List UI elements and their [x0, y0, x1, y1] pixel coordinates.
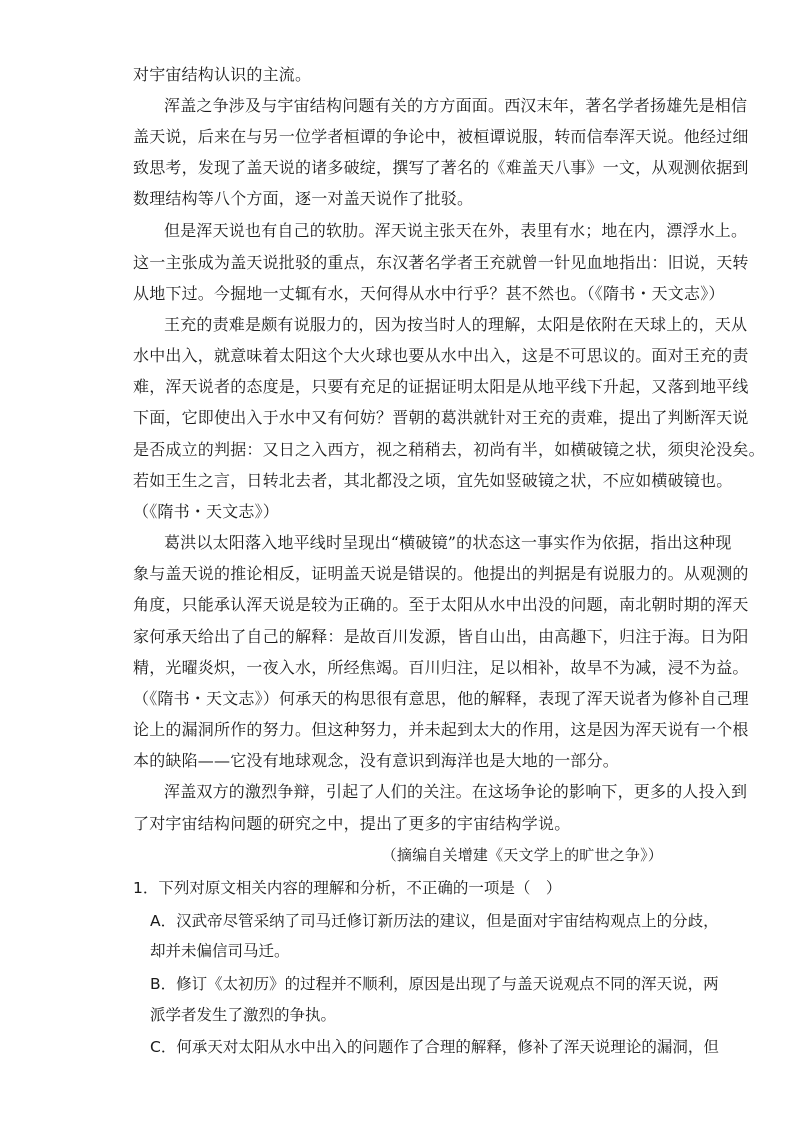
- option-b-line: B．修订《太初历》的过程并不顺利，原因是出现了与盖天说观点不同的浑天说，两: [150, 975, 719, 993]
- passage-line: 了对宇宙结构问题的研究之中，提出了更多的宇宙结构学说。: [133, 814, 571, 833]
- passage-line: 若如王生之言，日转北去者，其北都没之顷，宜先如竖破镜之状，不应如横破镜也。: [133, 471, 733, 490]
- passage-line: 这一主张成为盖天说批驳的重点，东汉著名学者王充就曾一针见血地指出：旧说，天转: [133, 253, 749, 272]
- passage-line: 但是浑天说也有自己的软肋。浑天说主张天在外，表里有水；地在内，漂浮水上。: [164, 221, 748, 240]
- passage-line: 是否成立的判据：又日之入西方，视之稍稍去，初尚有半，如横破镜之状，须臾沦没矣。: [133, 440, 765, 459]
- passage-source: （摘编自关增建《天文学上的旷世之争》）: [381, 846, 663, 864]
- passage-line: （《隋书・天文志》）何承天的构思很有意思，他的解释，表现了浑天说者为修补自己理: [133, 689, 749, 708]
- passage-line: 浑盖之争涉及与宇宙结构问题有关的方方面面。西汉末年，著名学者扬雄先是相信: [164, 96, 748, 115]
- passage-line: 论上的漏洞所作的努力。但这种努力，并未起到太大的作用，这是因为浑天说有一个根: [133, 720, 749, 739]
- passage-line: 从地下过。今掘地一丈辄有水，天何得从水中行乎？甚不然也。（《隋书・天文志》）: [133, 284, 725, 303]
- passage-line: 浑盖双方的激烈争辩，引起了人们的关注。在这场争论的影响下，更多的人投入到: [164, 782, 748, 801]
- passage-line: 本的缺陷——它没有地球观念，没有意识到海洋也是大地的一部分。: [133, 751, 620, 770]
- option-b-line: 派学者发生了激烈的争执。: [150, 1006, 337, 1024]
- passage-line: 王充的责难是颇有说服力的，因为按当时人的理解，太阳是依附在天球上的，天从: [164, 315, 748, 334]
- option-c-line: C．何承天对太阳从水中出入的问题作了合理的解释，修补了浑天说理论的漏洞，但: [150, 1038, 719, 1056]
- passage-line: 致思考，发现了盖天说的诸多破绽，撰写了著名的《难盖天八事》一文，从观测依据到: [133, 158, 749, 177]
- passage-line: 盖天说，后来在与另一位学者桓谭的争论中，被桓谭说服，转而信奉浑天说。他经过细: [133, 127, 749, 146]
- passage-line: 角度，只能承认浑天说是较为正确的。至于太阳从水中出没的问题，南北朝时期的浑天: [133, 595, 749, 614]
- passage-line: 精，光曜炎炽，一夜入水，所经焦竭。百川归注，足以相补，故旱不为减，浸不为益。: [133, 658, 749, 677]
- passage-line: 难，浑天说者的态度是，只要有充足的证据证明太阳是从地平线下升起，又落到地平线: [133, 377, 749, 396]
- option-a-line: A．汉武帝尽管采纳了司马迁修订新历法的建议，但是面对宇宙结构观点上的分歧，: [150, 912, 719, 930]
- passage-line: 家何承天给出了自己的解释：是故百川发源，皆自山出，由高趣下，归注于海。日为阳: [133, 627, 749, 646]
- passage-line: 象与盖天说的推论相反，证明盖天说是错误的。他提出的判据是有说服力的。从观测的: [133, 564, 749, 583]
- question-stem: 1．下列对原文相关内容的理解和分析，不正确的一项是（ ）: [133, 879, 562, 897]
- passage-line: 葛洪以太阳落入地平线时呈现出“横破镜”的状态这一事实作为依据，指出这种现: [164, 533, 732, 552]
- passage-line: 数理结构等八个方面，逐一对盖天说作了批驳。: [133, 189, 474, 208]
- passage-line: （《隋书・天文志》）: [133, 502, 280, 521]
- passage-line: 下面，它即使出入于水中又有何妨？晋朝的葛洪就针对王充的责难，提出了判断浑天说: [133, 408, 749, 427]
- passage-line: 对宇宙结构认识的主流。: [133, 65, 312, 84]
- passage-line: 水中出入，就意味着太阳这个大火球也要从水中出入，这是不可思议的。面对王充的责: [133, 346, 749, 365]
- option-a-line: 却并未偏信司马迁。: [150, 942, 290, 960]
